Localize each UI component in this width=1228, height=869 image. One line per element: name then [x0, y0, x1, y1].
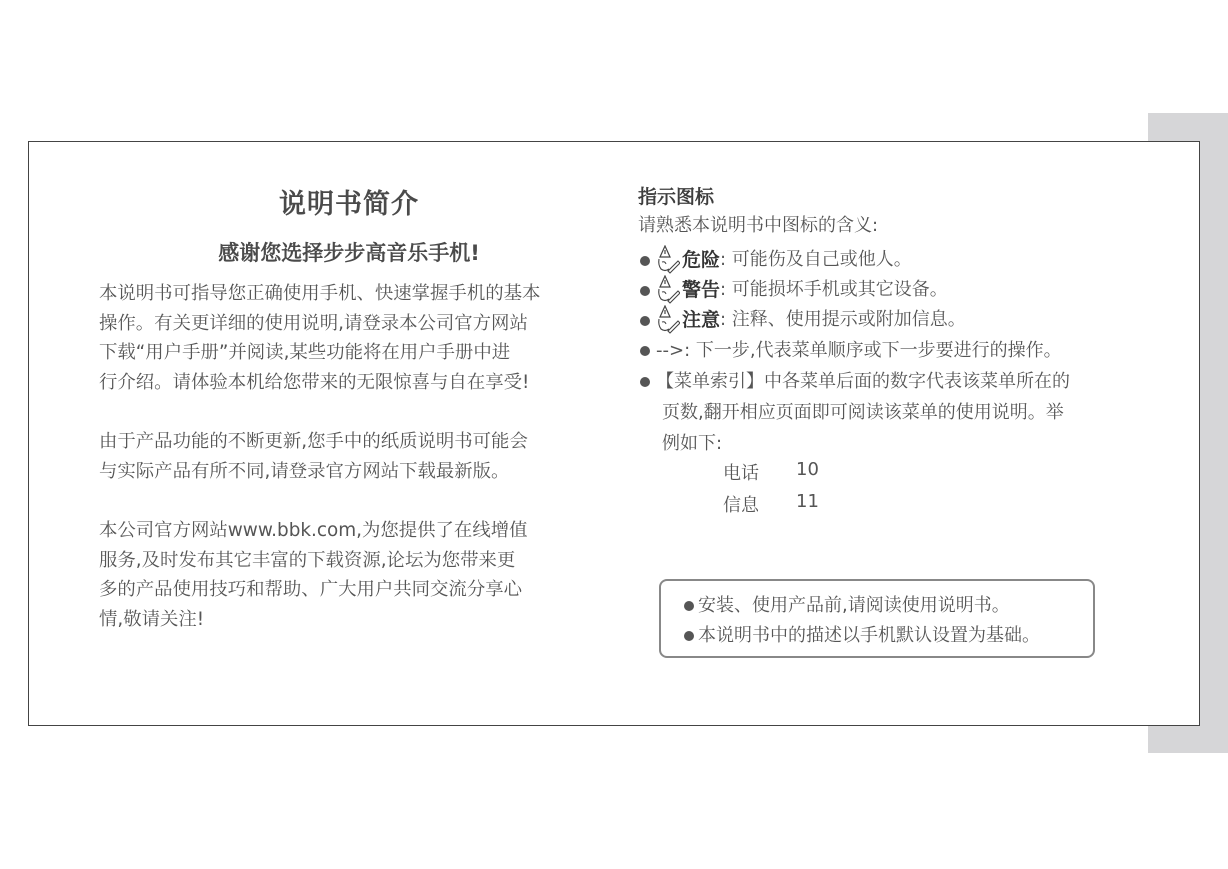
bullet-icon	[684, 631, 694, 641]
bullet-icon	[640, 346, 650, 356]
text-line: 多的产品使用技巧和帮助、广大用户共同交流分享心	[99, 579, 522, 600]
example-row	[638, 491, 1148, 523]
warning-item	[638, 275, 1148, 305]
bullet-icon	[640, 316, 650, 326]
icon-guide-column	[638, 182, 1148, 646]
warning-label: 警告	[682, 279, 721, 301]
pencil-warning-icon	[656, 305, 680, 335]
notice-text: 本说明书中的描述以手机默认设置为基础。	[698, 625, 1040, 646]
section-title: 指示图标	[638, 186, 715, 208]
arrow-legend-text: -->: 下一步,代表菜单顺序或下一步要进行的操作。	[656, 340, 1062, 361]
manual-page-frame	[28, 141, 1200, 726]
bullet-icon	[640, 286, 650, 296]
arrow-legend-item	[638, 335, 1148, 366]
bullet-icon	[684, 601, 694, 611]
pencil-warning-icon	[656, 245, 680, 275]
intro-paragraph-3	[99, 516, 599, 634]
text-line: 例如下:	[662, 433, 723, 454]
example-name: 电话	[723, 463, 759, 484]
text-line: 服务,及时发布其它丰富的下载资源,论坛为您带来更	[99, 549, 516, 571]
intro-paragraph-2	[99, 427, 599, 486]
example-page: 10	[796, 459, 819, 480]
warning-text: : 可能损坏手机或其它设备。	[720, 279, 948, 300]
menu-index-item	[638, 366, 1148, 459]
caution-text: : 注释、使用提示或附加信息。	[720, 309, 966, 330]
text-line: 下载“用户手册”并阅读,某些功能将在用户手册中进	[99, 342, 511, 363]
example-name: 信息	[723, 495, 759, 516]
page-title: 说明书简介	[279, 189, 419, 220]
section-intro: 请熟悉本说明书中图标的含义:	[638, 215, 879, 236]
pencil-warning-icon	[656, 275, 680, 305]
notice-line	[684, 591, 1093, 621]
caution-label: 注意	[682, 309, 721, 331]
text-line: 本说明书可指导您正确使用手机、快速掌握手机的基本	[99, 283, 541, 304]
page-subtitle: 感谢您选择步步高音乐手机!	[218, 241, 480, 265]
text-line: 与实际产品有所不同,请登录官方网站下载最新版。	[99, 460, 510, 482]
notice-text: 安装、使用产品前,请阅读使用说明书。	[698, 595, 1010, 616]
danger-item	[638, 245, 1148, 275]
text-line: 本公司官方网站www.bbk.com,为您提供了在线增值	[99, 520, 528, 541]
intro-column	[99, 182, 599, 664]
text-line: 页数,翻开相应页面即可阅读该菜单的使用说明。举	[662, 402, 1064, 423]
example-page: 11	[796, 491, 819, 512]
text-line: 【菜单索引】中各菜单后面的数字代表该菜单所在的	[656, 371, 1070, 392]
bullet-icon	[640, 256, 650, 266]
danger-label: 危险	[682, 249, 721, 271]
text-line: 行介绍。请体验本机给您带来的无限惊喜与自在享受!	[99, 371, 530, 393]
text-line: 操作。有关更详细的使用说明,请登录本公司官方网站	[99, 312, 528, 334]
bullet-icon	[640, 377, 650, 387]
text-line: 由于产品功能的不断更新,您手中的纸质说明书可能会	[99, 431, 528, 452]
notice-box	[659, 579, 1095, 658]
intro-paragraph-1	[99, 279, 599, 397]
caution-item	[638, 305, 1148, 335]
example-row	[638, 459, 1148, 491]
text-line: 情,敬请关注!	[99, 608, 205, 630]
danger-text: : 可能伤及自己或他人。	[720, 249, 912, 270]
notice-line	[684, 621, 1093, 651]
